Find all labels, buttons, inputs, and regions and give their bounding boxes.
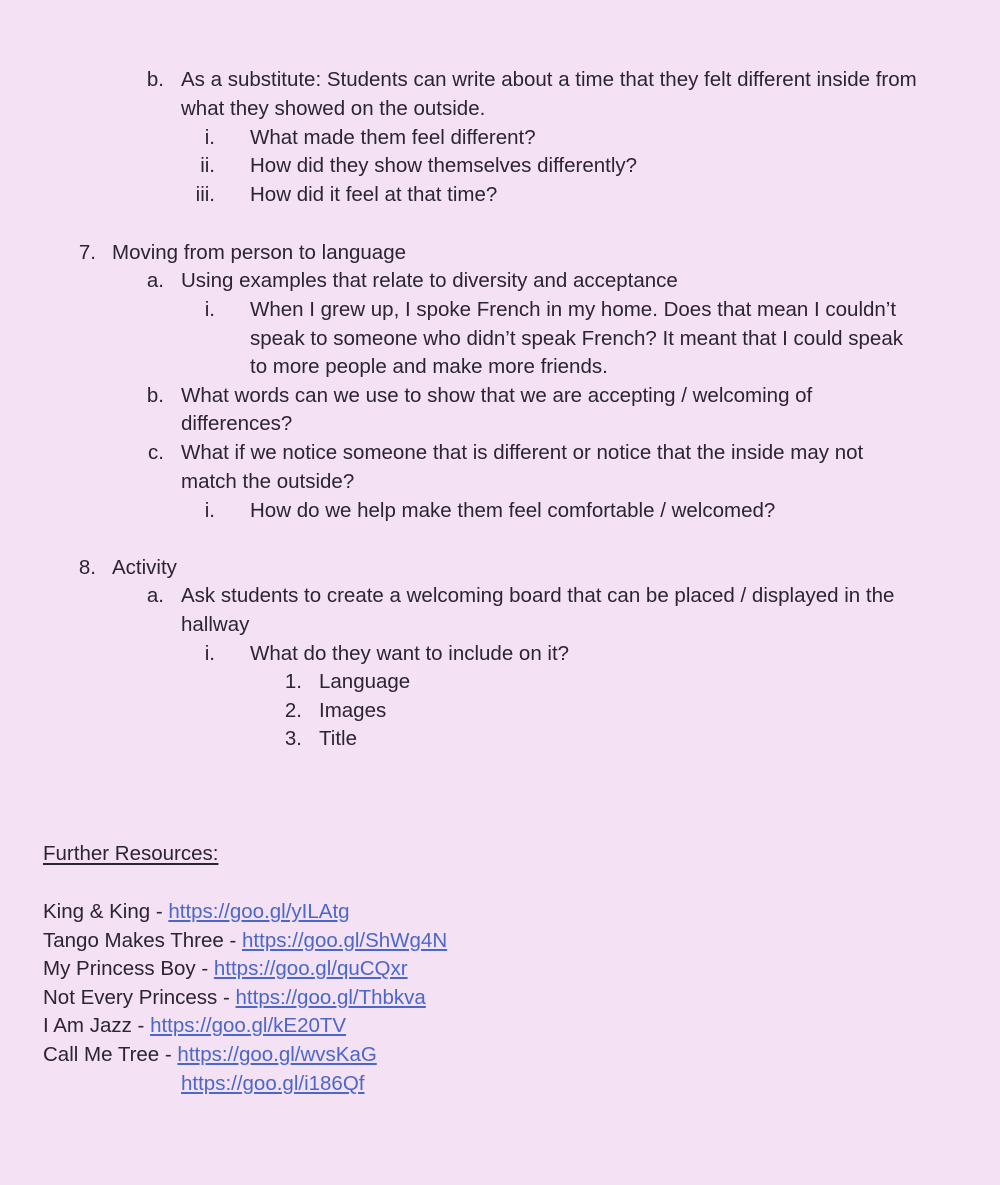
resource-item (43, 955, 408, 983)
list-item-text: Using examples that relate to diversity and acceptance (181, 269, 678, 292)
list-item-text: hallway (181, 613, 250, 636)
list-item-text: What made them feel different? (250, 126, 536, 149)
list-marker: i. (204, 499, 215, 522)
resource-item (43, 984, 426, 1012)
list-marker: a. (146, 584, 164, 607)
list-item-text: differences? (181, 412, 293, 435)
list-item-text: How did it feel at that time? (250, 183, 498, 206)
list-item-text: As a substitute: Students can write about a time that they felt different inside from (181, 68, 917, 91)
resource-link[interactable]: https://goo.gl/i186Qf (181, 1072, 365, 1095)
list-marker: b. (146, 384, 164, 407)
resource-link[interactable]: https://goo.gl/quCQxr (213, 957, 408, 980)
list-item-text: Activity (112, 556, 177, 579)
list-item-text: Images (319, 699, 387, 722)
list-marker: i. (204, 126, 215, 149)
list-item-text: How did they show themselves differently? (250, 154, 638, 177)
list-item-text: What words can we use to show that we are accepting / welcoming of (181, 384, 813, 407)
list-item-text: to more people and make more friends. (250, 355, 608, 378)
resource-item (43, 1041, 377, 1069)
list-item-text: Ask students to create a welcoming board that can be placed / displayed in the (181, 584, 895, 607)
resource-item (43, 898, 350, 926)
resource-item (181, 1070, 364, 1098)
resource-link[interactable]: https://goo.gl/Thbkva (235, 986, 426, 1009)
list-item-text: speak to someone who didn’t speak French? It meant that I could speak (250, 327, 903, 350)
list-marker: i. (204, 298, 215, 321)
list-marker: b. (146, 68, 164, 91)
list-marker: 1. (284, 670, 302, 693)
list-marker: 3. (284, 727, 302, 750)
list-marker: 2. (284, 699, 302, 722)
resource-link[interactable]: https://goo.gl/yILAtg (168, 900, 350, 923)
list-item-text: How do we help make them feel comfortable / welcomed? (250, 499, 776, 522)
resource-link[interactable]: https://goo.gl/wvsKaG (177, 1043, 377, 1066)
list-marker: ii. (200, 154, 215, 177)
list-item-text: What if we notice someone that is different or notice that the inside may not (181, 441, 864, 464)
resource-link[interactable]: https://goo.gl/ShWg4N (242, 929, 448, 952)
resource-label: Not Every Princess - (43, 986, 236, 1009)
list-marker: i. (204, 642, 215, 665)
list-item-text: When I grew up, I spoke French in my home. Does that mean I couldn’t (250, 298, 897, 321)
list-item-text: what they showed on the outside. (181, 97, 486, 120)
resources-heading: Further Resources: (43, 842, 219, 865)
resource-item (43, 1012, 346, 1040)
resource-label: King & King - (43, 900, 169, 923)
resource-label: I Am Jazz - (43, 1014, 151, 1037)
resource-link[interactable]: https://goo.gl/kE20TV (150, 1014, 347, 1037)
list-item-text: Language (319, 670, 411, 693)
resource-label: Tango Makes Three - (43, 929, 243, 952)
resource-label: Call Me Tree - (43, 1043, 178, 1066)
list-item-text: match the outside? (181, 470, 355, 493)
list-item-text: Title (319, 727, 357, 750)
list-marker: 8. (78, 556, 96, 579)
list-marker: iii. (195, 183, 215, 206)
list-marker: 7. (78, 241, 96, 264)
list-item-text: Moving from person to language (112, 241, 407, 264)
resource-item (43, 927, 447, 955)
list-marker: a. (146, 269, 164, 292)
list-marker: c. (148, 441, 164, 464)
list-item-text: What do they want to include on it? (250, 642, 570, 665)
resource-label: My Princess Boy - (43, 957, 214, 980)
